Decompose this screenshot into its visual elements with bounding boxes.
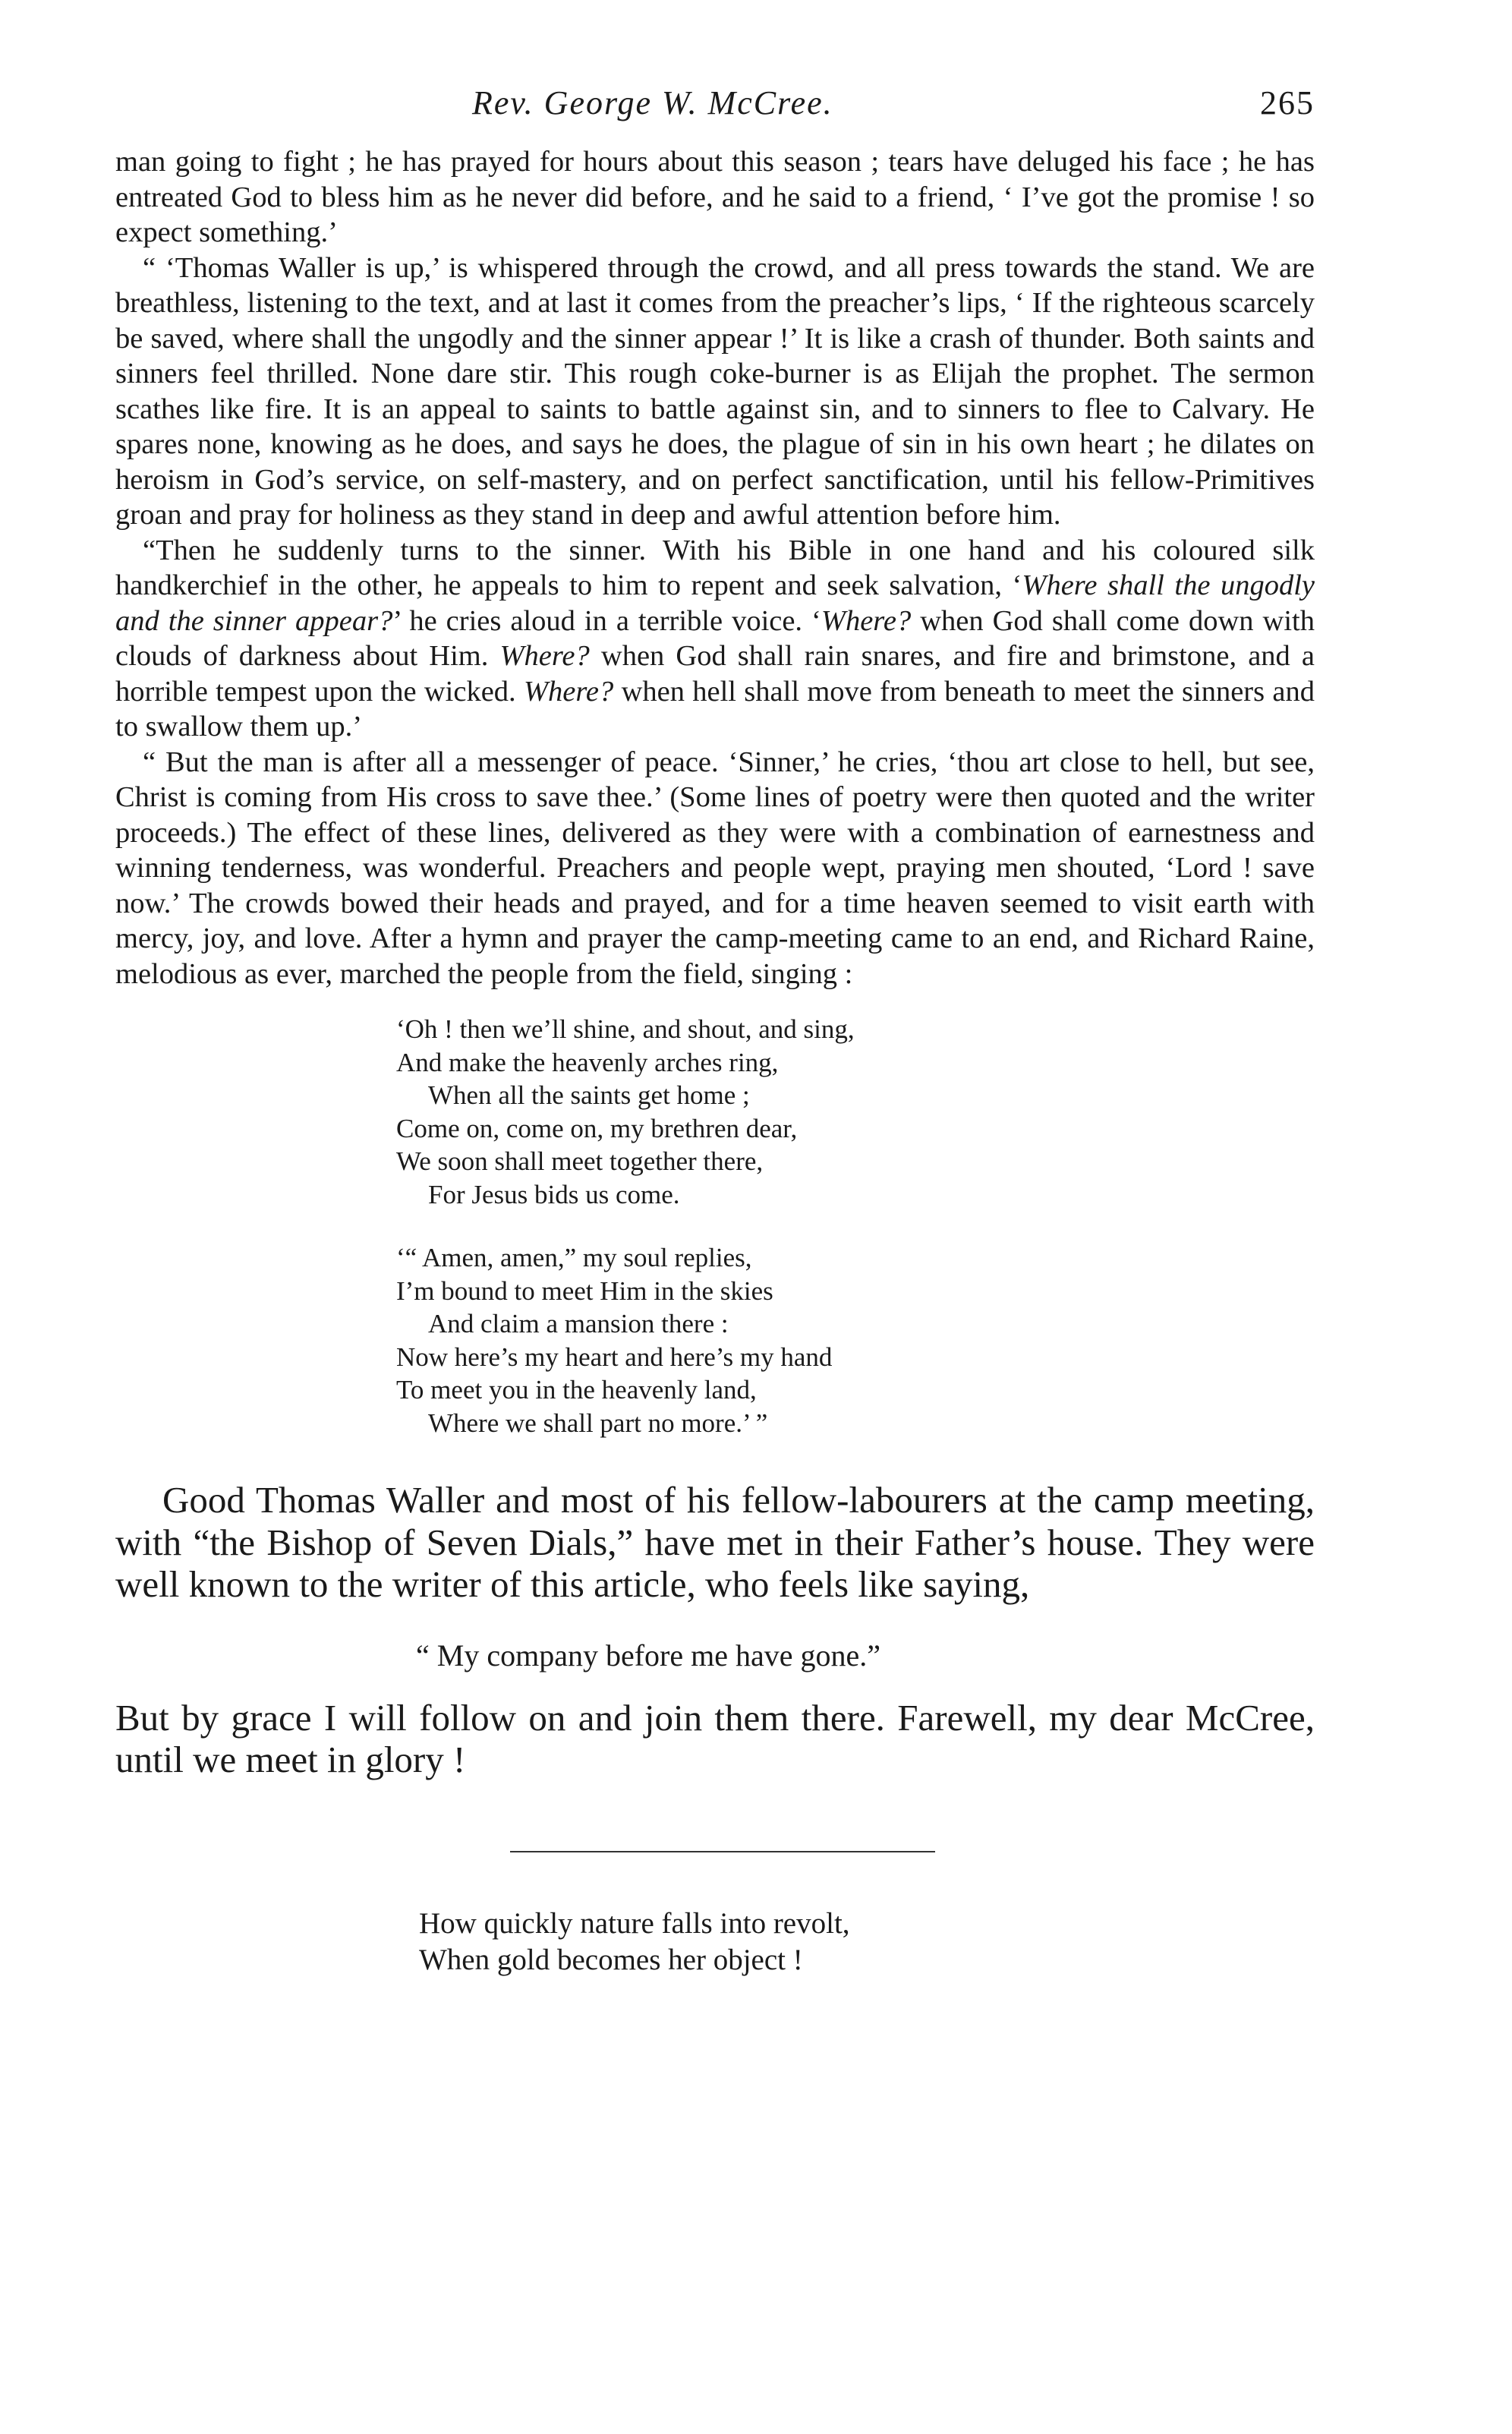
paragraph-3-part-4: when God shall rain snares, and fire and brimstone, and a horrible tempest upon the wicked. [115, 640, 1315, 708]
paragraph-3-part-5: when hell shall move from beneath to meet the sinners and to swallow them up.’ [115, 675, 1315, 742]
closing-quote: “ My company before me have gone.” [416, 1638, 880, 1673]
paragraph-3-part-3: when God shall come down with clouds of darkness about Him. [115, 604, 1315, 672]
hymn-line: ‘Oh ! then we’ll shine, and shout, and sing, [396, 1014, 855, 1044]
closing-paragraph: Good Thomas Waller and most of his fellow-labourers at the camp meeting, with “the Bishop of Seven Dials,” have met in their Father’s house. They were well known to the writer of this article, who feels like saying, [115, 1479, 1315, 1605]
hymn-line: For Jesus bids us come. [428, 1179, 680, 1209]
quoted-account [115, 144, 1315, 992]
hymn-line: And make the heavenly arches ring, [396, 1047, 779, 1077]
paragraph-4: “ But the man is after all a messenger of peace. ‘Sinner,’ he cries, ‘thou art close to hell, but see, Christ is coming from His cross to save thee.’ (Some lines of poetry were then quoted and the writer proceeds.) The effect of these lines, delivered as they were with a combination of earnestness and winning tenderness, was wonderful. Preachers and people wept, praying men shouted, ‘Lord ! save now.’ The crowds bowed their heads and prayed, and for a time heaven seemed to visit earth with mercy, joy, and love. After a hymn and prayer the camp-meeting came to an end, and Richard Raine, melodious as ever, marched the people from the field, singing : [115, 746, 1315, 990]
epigraph-line-2: When gold becomes her object ! [419, 1943, 803, 1976]
running-head [115, 76, 1315, 144]
hymn-line: ‘“ Amen, amen,” my soul replies, [396, 1243, 752, 1272]
paragraph-3-part-1: “Then he suddenly turns to the sinner. With his Bible in one hand and his coloured silk handkerchief in the other, he appeals to him to repent and seek salvation, ‘ [115, 534, 1315, 601]
paragraph-2: “ ‘Thomas Waller is up,’ is whispered through the crowd, and all press towards the stand. We are breathless, listening to the text, and at last it comes from the preacher’s lips, ‘ If the righteous scarcely be saved, where shall the ungodly and the sinner appear !’ It is like a crash of thunder. Both saints and sinners feel thrilled. None dare stir. This rough coke-burner is as Elijah the prophet. The sermon scathes like fire. It is an appeal to saints to battle against sin, and to sinners to flee to Calvary. He spares none, knowing as he does, and says he does, the plague of sin in his own heart ; he dilates on heroism in God’s service, on self-mastery, and on perfect sanctification, until his fellow-Primitives groan and pray for holiness as they stand in deep and awful attention before him. [115, 251, 1315, 531]
hymn-line: We soon shall meet together there, [396, 1146, 764, 1176]
paragraph-3-italic-2: Where? [821, 604, 912, 637]
epigraph [419, 1906, 1315, 1978]
paragraph-3 [115, 533, 1315, 745]
hymn-line: And claim a mansion there : [428, 1309, 729, 1338]
hymn-line: Where we shall part no more.’ ” [428, 1408, 768, 1438]
hymn-line: Come on, come on, my brethren dear, [396, 1113, 798, 1143]
hymn-line: When all the saints get home ; [428, 1080, 750, 1110]
section-divider [510, 1851, 935, 1852]
epigraph-line-1: How quickly nature falls into revolt, [419, 1906, 850, 1940]
running-title: Rev. George W. McCree. [472, 84, 833, 121]
paragraph-3-italic-4: Where? [523, 675, 614, 708]
hymn-line: To meet you in the heavenly land, [396, 1375, 757, 1405]
hymn-line: I’m bound to meet Him in the skies [396, 1275, 773, 1306]
paragraph-3-italic-3: Where? [499, 640, 590, 672]
hymn-stanza-1 [396, 1013, 1315, 1211]
farewell-paragraph: But by grace I will follow on and join them there. Farewell, my dear McCree, until we meet in glory ! [115, 1696, 1315, 1780]
paragraph-3-italic-1: Where shall the ungodly and the sinner appear? [115, 569, 1315, 637]
hymn-stanza-2 [396, 1241, 1315, 1439]
paragraph-3-part-2: ’ he cries aloud in a terrible voice. ‘ [392, 604, 821, 637]
page-number: 265 [1260, 84, 1315, 121]
hymn-line: Now here’s my heart and here’s my hand [396, 1342, 833, 1372]
paragraph-1: man going to fight ; he has prayed for hours about this season ; tears have deluged his face ; he has entreated God to bless him as he never did before, and he said to a friend, ‘ I’ve got the promise ! so expect something.’ [115, 146, 1315, 248]
page [115, 76, 1315, 1978]
